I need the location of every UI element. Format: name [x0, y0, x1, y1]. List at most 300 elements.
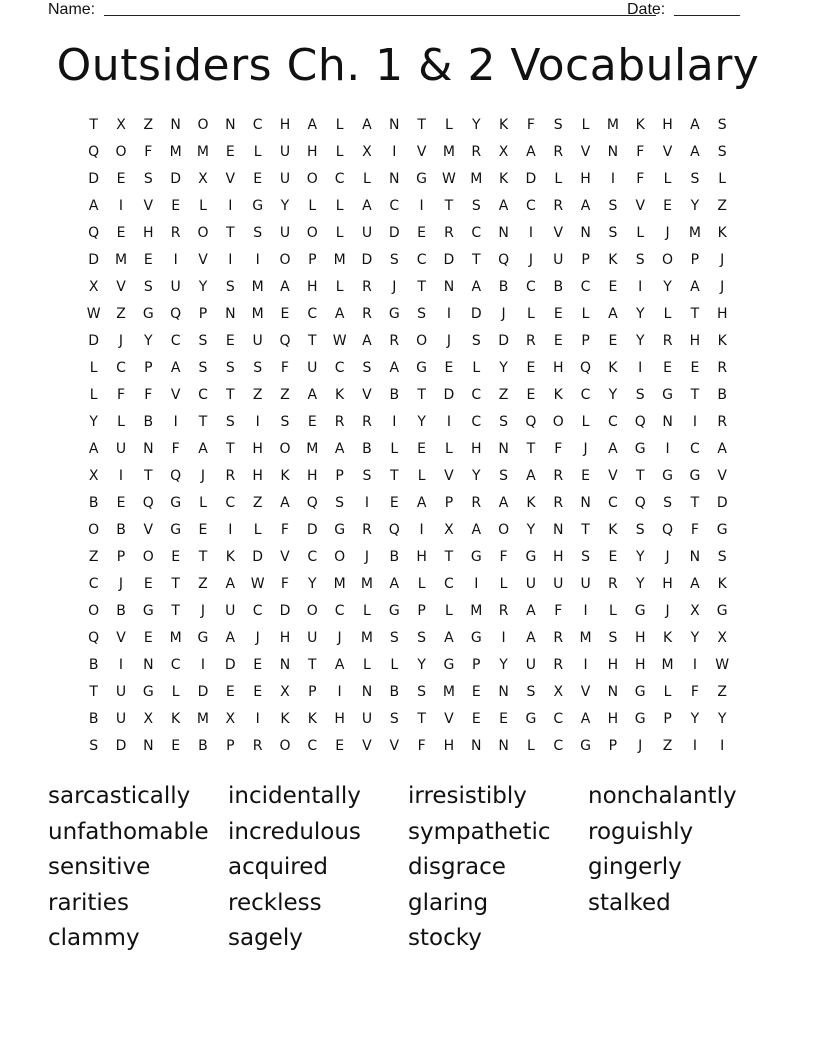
grid-letter[interactable]: X	[280, 684, 290, 700]
grid-letter[interactable]: F	[526, 117, 535, 133]
grid-letter[interactable]: T	[417, 279, 426, 295]
grid-letter[interactable]: I	[720, 738, 725, 754]
grid-letter[interactable]: S	[143, 279, 153, 295]
grid-letter[interactable]: T	[226, 225, 235, 241]
grid-letter[interactable]: T	[581, 522, 590, 538]
grid-letter[interactable]: F	[144, 144, 153, 160]
grid-letter[interactable]: C	[689, 441, 700, 457]
grid-letter[interactable]: A	[416, 495, 427, 511]
grid-letter[interactable]: J	[528, 252, 533, 268]
grid-letter[interactable]: Y	[635, 549, 645, 565]
grid-letter[interactable]: E	[417, 441, 427, 457]
grid-letter[interactable]: C	[88, 576, 99, 592]
grid-letter[interactable]: X	[225, 711, 236, 727]
grid-letter[interactable]: N	[498, 738, 509, 754]
grid-letter[interactable]: C	[471, 225, 482, 241]
grid-letter[interactable]: H	[634, 630, 646, 646]
grid-letter[interactable]: V	[143, 198, 154, 214]
grid-letter[interactable]: L	[308, 198, 317, 214]
grid-letter[interactable]: D	[88, 171, 100, 187]
grid-letter[interactable]: M	[360, 576, 373, 592]
grid-letter[interactable]: F	[280, 360, 289, 376]
grid-letter[interactable]: N	[225, 306, 236, 322]
grid-letter[interactable]: D	[361, 252, 373, 268]
grid-letter[interactable]: Y	[308, 576, 317, 592]
grid-letter[interactable]: T	[389, 468, 399, 484]
grid-letter[interactable]: V	[717, 468, 727, 484]
grid-letter[interactable]: C	[526, 198, 536, 214]
grid-letter[interactable]: Y	[635, 576, 645, 592]
grid-letter[interactable]: J	[665, 549, 670, 565]
grid-letter[interactable]: V	[635, 198, 646, 214]
grid-letter[interactable]: O	[662, 252, 674, 268]
grid-letter[interactable]: E	[253, 657, 263, 673]
grid-letter[interactable]: H	[416, 549, 427, 565]
grid-letter[interactable]: E	[171, 549, 181, 565]
grid-letter[interactable]: U	[307, 360, 318, 376]
grid-letter[interactable]: O	[334, 549, 346, 565]
grid-letter[interactable]: E	[143, 252, 153, 268]
grid-letter[interactable]: A	[280, 279, 290, 295]
grid-letter[interactable]: H	[334, 711, 345, 727]
grid-letter[interactable]: V	[116, 630, 126, 646]
grid-letter[interactable]: P	[308, 252, 317, 268]
grid-letter[interactable]: Q	[279, 333, 291, 349]
grid-letter[interactable]: G	[388, 306, 400, 322]
grid-letter[interactable]: Y	[471, 117, 481, 133]
grid-letter[interactable]: H	[607, 711, 619, 727]
grid-letter[interactable]: L	[199, 198, 207, 214]
grid-letter[interactable]: A	[334, 306, 345, 322]
grid-letter[interactable]: N	[498, 441, 509, 457]
grid-letter[interactable]: D	[115, 738, 127, 754]
grid-letter[interactable]: E	[335, 738, 345, 754]
grid-letter[interactable]: Q	[142, 495, 154, 511]
grid-letter[interactable]: Z	[252, 387, 263, 403]
grid-letter[interactable]: Y	[690, 630, 700, 646]
grid-letter[interactable]: G	[689, 468, 701, 484]
grid-letter[interactable]: I	[419, 198, 424, 214]
grid-letter[interactable]: M	[442, 684, 455, 700]
grid-letter[interactable]: S	[635, 522, 645, 538]
grid-letter[interactable]: Q	[662, 522, 674, 538]
grid-letter[interactable]: E	[116, 495, 126, 511]
grid-letter[interactable]: G	[170, 495, 182, 511]
grid-letter[interactable]: L	[89, 387, 98, 403]
grid-letter[interactable]: S	[608, 198, 618, 214]
grid-letter[interactable]: N	[580, 495, 591, 511]
grid-letter[interactable]: K	[608, 252, 618, 268]
grid-letter[interactable]: E	[526, 360, 536, 376]
grid-letter[interactable]: G	[716, 603, 728, 619]
grid-letter[interactable]: H	[689, 333, 701, 349]
grid-letter[interactable]: H	[552, 360, 564, 376]
grid-letter[interactable]: A	[444, 630, 454, 646]
grid-letter[interactable]: U	[361, 225, 373, 241]
grid-letter[interactable]: Q	[88, 225, 100, 241]
grid-letter[interactable]: G	[634, 441, 646, 457]
grid-letter[interactable]: K	[280, 468, 290, 484]
grid-letter[interactable]: O	[142, 549, 154, 565]
grid-letter[interactable]: S	[225, 279, 235, 295]
grid-letter[interactable]: C	[334, 603, 345, 619]
grid-letter[interactable]: M	[470, 171, 483, 187]
grid-letter[interactable]: H	[607, 657, 619, 673]
grid-letter[interactable]: C	[307, 549, 318, 565]
grid-letter[interactable]: Y	[663, 279, 672, 295]
grid-letter[interactable]: Y	[89, 414, 98, 430]
grid-letter[interactable]: T	[690, 306, 700, 322]
grid-letter[interactable]: S	[499, 414, 509, 430]
grid-letter[interactable]: M	[169, 144, 182, 160]
grid-letter[interactable]: E	[553, 306, 563, 322]
grid-letter[interactable]: A	[225, 576, 236, 592]
grid-letter[interactable]: C	[252, 117, 263, 133]
grid-letter[interactable]: F	[171, 441, 180, 457]
grid-letter[interactable]: U	[279, 144, 291, 160]
grid-letter[interactable]: X	[143, 711, 154, 727]
grid-letter[interactable]: X	[116, 117, 126, 133]
grid-letter[interactable]: I	[638, 360, 643, 376]
grid-letter[interactable]: D	[525, 171, 537, 187]
grid-letter[interactable]: I	[446, 306, 451, 322]
grid-letter[interactable]: T	[308, 333, 317, 349]
grid-letter[interactable]: S	[89, 738, 99, 754]
grid-letter[interactable]: A	[580, 711, 591, 727]
grid-letter[interactable]: Y	[635, 306, 645, 322]
grid-letter[interactable]: W	[332, 333, 347, 349]
grid-letter[interactable]: H	[252, 468, 263, 484]
grid-letter[interactable]: X	[88, 279, 99, 295]
grid-letter[interactable]: G	[252, 198, 264, 214]
grid-letter[interactable]: Y	[198, 279, 208, 295]
grid-letter[interactable]: E	[471, 711, 481, 727]
grid-letter[interactable]: G	[580, 738, 591, 754]
grid-letter[interactable]: U	[115, 711, 127, 727]
grid-letter[interactable]: L	[335, 117, 344, 133]
grid-letter[interactable]: Y	[417, 657, 426, 673]
grid-letter[interactable]: I	[474, 576, 479, 592]
grid-letter[interactable]: V	[362, 387, 372, 403]
grid-letter[interactable]: L	[89, 360, 98, 376]
grid-letter[interactable]: H	[307, 279, 318, 295]
grid-letter[interactable]: M	[196, 144, 210, 160]
grid-letter[interactable]: P	[226, 738, 235, 754]
grid-letter[interactable]: N	[389, 117, 400, 133]
grid-letter[interactable]: U	[553, 576, 564, 592]
grid-letter[interactable]: H	[279, 630, 291, 646]
grid-letter[interactable]: Z	[498, 387, 509, 403]
grid-letter[interactable]: S	[143, 171, 153, 187]
grid-letter[interactable]: R	[608, 576, 618, 592]
grid-letter[interactable]: L	[363, 603, 371, 619]
grid-letter[interactable]: D	[443, 387, 455, 403]
grid-letter[interactable]: U	[225, 603, 236, 619]
grid-letter[interactable]: E	[280, 306, 290, 322]
grid-letter[interactable]: E	[143, 630, 153, 646]
grid-letter[interactable]: J	[118, 333, 124, 349]
grid-letter[interactable]: G	[716, 522, 728, 538]
grid-letter[interactable]: A	[608, 441, 618, 457]
grid-letter[interactable]: S	[253, 360, 263, 376]
grid-letter[interactable]: A	[362, 198, 372, 214]
grid-letter[interactable]: F	[417, 738, 426, 754]
grid-letter[interactable]: N	[662, 414, 673, 430]
grid-letter[interactable]: S	[581, 549, 591, 565]
grid-letter[interactable]: Y	[526, 522, 536, 538]
grid-letter[interactable]: S	[362, 468, 372, 484]
grid-letter[interactable]: C	[198, 387, 208, 403]
grid-letter[interactable]: L	[718, 171, 727, 187]
grid-letter[interactable]: Z	[717, 198, 727, 214]
grid-letter[interactable]: K	[553, 387, 563, 403]
grid-letter[interactable]: P	[690, 252, 700, 268]
grid-letter[interactable]: Q	[498, 252, 510, 268]
grid-letter[interactable]: O	[197, 225, 209, 241]
grid-letter[interactable]: A	[498, 495, 509, 511]
grid-letter[interactable]: U	[361, 711, 373, 727]
grid-letter[interactable]: C	[471, 387, 482, 403]
grid-letter[interactable]: I	[173, 414, 178, 430]
grid-letter[interactable]: D	[306, 522, 318, 538]
grid-letter[interactable]: V	[280, 549, 290, 565]
grid-letter[interactable]: T	[417, 117, 426, 133]
grid-letter[interactable]: I	[228, 522, 233, 538]
grid-letter[interactable]: A	[526, 468, 536, 484]
grid-letter[interactable]: R	[553, 468, 564, 484]
grid-letter[interactable]: V	[444, 711, 454, 727]
grid-letter[interactable]: I	[392, 414, 397, 430]
grid-letter[interactable]: Y	[417, 414, 426, 430]
grid-letter[interactable]: A	[526, 144, 536, 160]
grid-letter[interactable]: Y	[690, 711, 700, 727]
grid-letter[interactable]: U	[553, 252, 564, 268]
grid-letter[interactable]: A	[307, 117, 318, 133]
grid-letter[interactable]: E	[143, 576, 153, 592]
grid-letter[interactable]: M	[333, 252, 346, 268]
grid-letter[interactable]: G	[416, 171, 428, 187]
grid-letter[interactable]: E	[553, 333, 563, 349]
grid-letter[interactable]: Z	[717, 684, 727, 700]
grid-letter[interactable]: E	[663, 360, 672, 376]
grid-letter[interactable]: X	[444, 522, 454, 538]
grid-letter[interactable]: O	[279, 252, 291, 268]
grid-letter[interactable]: T	[690, 387, 700, 403]
grid-letter[interactable]: E	[663, 198, 672, 214]
grid-letter[interactable]: M	[360, 630, 373, 646]
grid-letter[interactable]: Z	[662, 738, 673, 754]
grid-letter[interactable]: W	[442, 171, 456, 187]
grid-letter[interactable]: J	[583, 441, 588, 457]
grid-letter[interactable]: L	[527, 306, 535, 322]
grid-letter[interactable]: L	[171, 684, 180, 700]
grid-letter[interactable]: S	[198, 333, 208, 349]
grid-letter[interactable]: Y	[499, 657, 508, 673]
grid-letter[interactable]: T	[198, 414, 208, 430]
grid-letter[interactable]: R	[553, 495, 564, 511]
grid-letter[interactable]: S	[717, 117, 727, 133]
grid-letter[interactable]: D	[88, 252, 100, 268]
grid-letter[interactable]: I	[255, 711, 260, 727]
grid-letter[interactable]: K	[526, 495, 536, 511]
grid-letter[interactable]: N	[443, 279, 455, 295]
grid-letter[interactable]: P	[472, 657, 481, 673]
grid-letter[interactable]: I	[528, 225, 533, 241]
grid-letter[interactable]: L	[335, 144, 344, 160]
grid-letter[interactable]: T	[471, 252, 481, 268]
grid-letter[interactable]: Q	[388, 522, 400, 538]
grid-letter[interactable]: Q	[580, 360, 592, 376]
grid-letter[interactable]: L	[445, 603, 453, 619]
grid-letter[interactable]: C	[334, 360, 345, 376]
grid-letter[interactable]: G	[142, 684, 154, 700]
grid-letter[interactable]: F	[280, 522, 289, 538]
grid-letter[interactable]: Y	[635, 333, 645, 349]
grid-letter[interactable]: A	[362, 333, 372, 349]
grid-letter[interactable]: S	[225, 360, 235, 376]
grid-letter[interactable]: H	[443, 738, 455, 754]
grid-letter[interactable]: I	[173, 252, 178, 268]
grid-letter[interactable]: K	[717, 576, 727, 592]
grid-letter[interactable]: I	[118, 198, 124, 214]
grid-letter[interactable]: K	[280, 711, 290, 727]
grid-letter[interactable]: G	[470, 630, 482, 646]
grid-letter[interactable]: X	[553, 684, 564, 700]
grid-letter[interactable]: A	[389, 360, 400, 376]
grid-letter[interactable]: V	[389, 738, 400, 754]
grid-letter[interactable]: L	[363, 657, 371, 673]
grid-letter[interactable]: I	[228, 198, 233, 214]
grid-letter[interactable]: S	[717, 549, 727, 565]
grid-letter[interactable]: T	[526, 441, 536, 457]
grid-letter[interactable]: I	[692, 738, 697, 754]
grid-letter[interactable]: S	[362, 360, 372, 376]
grid-letter[interactable]: L	[199, 495, 207, 511]
grid-letter[interactable]: T	[417, 711, 426, 727]
grid-letter[interactable]: B	[498, 279, 509, 295]
grid-letter[interactable]: S	[471, 198, 481, 214]
grid-letter[interactable]: S	[663, 495, 672, 511]
grid-letter[interactable]: W	[250, 576, 265, 592]
grid-letter[interactable]: Q	[170, 468, 182, 484]
grid-letter[interactable]: E	[225, 144, 235, 160]
grid-letter[interactable]: O	[279, 738, 291, 754]
grid-letter[interactable]: E	[171, 198, 181, 214]
grid-letter[interactable]: G	[334, 522, 346, 538]
grid-letter[interactable]: Z	[280, 387, 290, 403]
grid-letter[interactable]: T	[226, 387, 235, 403]
grid-letter[interactable]: C	[252, 603, 263, 619]
grid-letter[interactable]: E	[307, 414, 317, 430]
grid-letter[interactable]: C	[307, 306, 318, 322]
grid-letter[interactable]: N	[143, 738, 154, 754]
grid-letter[interactable]: R	[553, 144, 564, 160]
grid-letter[interactable]: R	[717, 414, 728, 430]
grid-letter[interactable]: U	[580, 576, 591, 592]
grid-letter[interactable]: L	[335, 198, 344, 214]
grid-letter[interactable]: D	[88, 333, 100, 349]
grid-letter[interactable]: V	[662, 144, 673, 160]
grid-letter[interactable]: F	[280, 576, 289, 592]
grid-letter[interactable]: M	[688, 225, 701, 241]
grid-letter[interactable]: N	[389, 171, 400, 187]
grid-letter[interactable]: C	[416, 252, 427, 268]
grid-letter[interactable]: J	[200, 603, 206, 619]
grid-letter[interactable]: E	[253, 171, 263, 187]
grid-letter[interactable]: N	[553, 522, 564, 538]
grid-letter[interactable]: V	[444, 468, 454, 484]
grid-letter[interactable]: H	[252, 441, 263, 457]
grid-letter[interactable]: K	[171, 711, 181, 727]
grid-letter[interactable]: E	[198, 522, 208, 538]
grid-letter[interactable]: J	[118, 576, 124, 592]
grid-letter[interactable]: W	[86, 306, 101, 322]
grid-letter[interactable]: G	[142, 306, 154, 322]
grid-letter[interactable]: B	[88, 711, 99, 727]
grid-letter[interactable]: Y	[717, 711, 727, 727]
grid-letter[interactable]: K	[635, 117, 645, 133]
grid-letter[interactable]: I	[692, 657, 697, 673]
grid-letter[interactable]: L	[527, 738, 535, 754]
grid-letter[interactable]: R	[444, 225, 454, 241]
grid-letter[interactable]: B	[389, 549, 400, 565]
grid-letter[interactable]: I	[118, 657, 124, 673]
grid-letter[interactable]: X	[690, 603, 700, 619]
grid-letter[interactable]: D	[197, 684, 209, 700]
grid-letter[interactable]: S	[335, 495, 345, 511]
grid-letter[interactable]: I	[446, 414, 451, 430]
grid-letter[interactable]: F	[690, 684, 699, 700]
grid-letter[interactable]: B	[88, 495, 99, 511]
grid-letter[interactable]: C	[116, 360, 126, 376]
grid-letter[interactable]: U	[279, 225, 291, 241]
grid-letter[interactable]: A	[334, 441, 345, 457]
grid-letter[interactable]: A	[717, 441, 727, 457]
grid-letter[interactable]: V	[580, 144, 591, 160]
grid-letter[interactable]: A	[690, 117, 700, 133]
grid-letter[interactable]: R	[334, 414, 345, 430]
grid-letter[interactable]: P	[308, 684, 317, 700]
grid-letter[interactable]: L	[445, 441, 453, 457]
grid-letter[interactable]: N	[279, 657, 291, 673]
grid-letter[interactable]: P	[581, 333, 590, 349]
grid-letter[interactable]: C	[471, 414, 482, 430]
grid-letter[interactable]: N	[225, 117, 236, 133]
grid-letter[interactable]: K	[225, 549, 235, 565]
grid-letter[interactable]: A	[307, 387, 318, 403]
grid-letter[interactable]: J	[255, 630, 260, 646]
grid-letter[interactable]: G	[416, 360, 428, 376]
grid-letter[interactable]: L	[581, 414, 590, 430]
grid-letter[interactable]: P	[116, 549, 126, 565]
grid-letter[interactable]: O	[306, 171, 318, 187]
grid-letter[interactable]: S	[608, 630, 618, 646]
date-field-line[interactable]	[674, 15, 740, 16]
grid-letter[interactable]: Y	[608, 387, 618, 403]
grid-letter[interactable]: B	[88, 657, 99, 673]
grid-letter[interactable]: N	[170, 117, 181, 133]
grid-letter[interactable]: S	[417, 306, 427, 322]
grid-letter[interactable]: E	[417, 225, 427, 241]
grid-letter[interactable]: E	[608, 279, 618, 295]
grid-letter[interactable]: B	[389, 684, 400, 700]
grid-letter[interactable]: P	[144, 360, 153, 376]
grid-letter[interactable]: A	[580, 198, 591, 214]
grid-letter[interactable]: V	[362, 738, 372, 754]
grid-letter[interactable]: V	[225, 171, 236, 187]
grid-letter[interactable]: Y	[471, 468, 481, 484]
grid-letter[interactable]: B	[389, 387, 400, 403]
